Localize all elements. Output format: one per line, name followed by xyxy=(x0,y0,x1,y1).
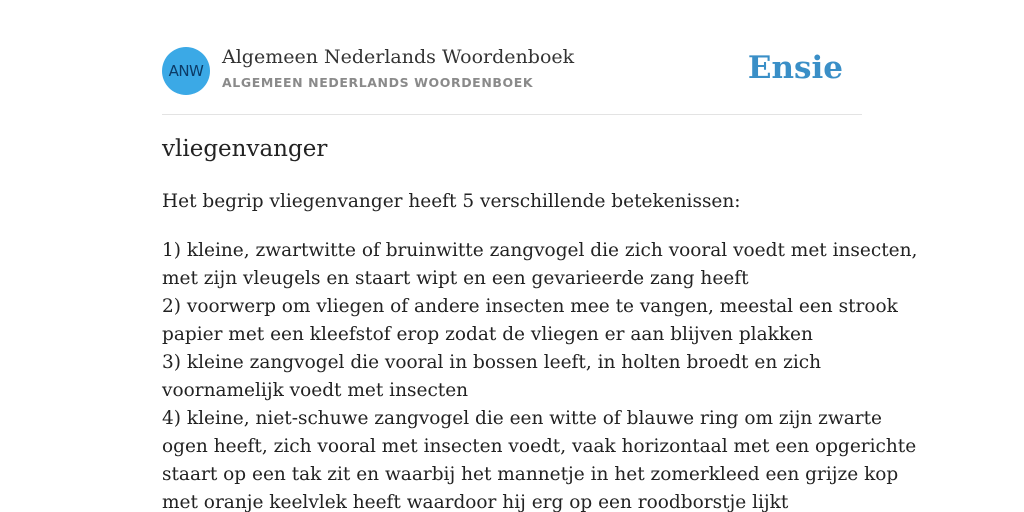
definition-line: staart op een tak zit en waarbij het mannetje in het zomerkleed een grijze kop xyxy=(162,464,899,485)
source-subtitle: ALGEMEEN NEDERLANDS WOORDENBOEK xyxy=(222,75,534,90)
definition-line: met zijn vleugels en staart wipt en een gevarieerde zang heeft xyxy=(162,268,749,289)
entry-title: vliegenvanger xyxy=(162,136,328,162)
definition-line: 1) kleine, zwartwitte of bruinwitte zangvogel die zich vooral voedt met insecten, xyxy=(162,240,918,261)
definition-line: ogen heeft, zich vooral met insecten voedt, vaak horizontaal met een opgerichte xyxy=(162,436,917,457)
definition-line: papier met een kleefstof erop zodat de vliegen er aan blijven plakken xyxy=(162,324,813,345)
definition-list xyxy=(162,237,918,512)
header xyxy=(162,44,862,115)
definition-line: 3) kleine zangvogel die vooral in bossen leeft, in holten broedt en zich xyxy=(162,352,822,373)
source-name[interactable]: Algemeen Nederlands Woordenboek xyxy=(222,46,575,68)
definition-item xyxy=(162,405,917,512)
definition-item xyxy=(162,293,898,349)
definition-line: 2) voorwerp om vliegen of andere insecten mee te vangen, meestal een strook xyxy=(162,296,898,317)
source-logo[interactable]: ANW xyxy=(162,47,210,95)
entry-intro: Het begrip vliegenvanger heeft 5 verschillende betekenissen: xyxy=(162,191,741,212)
brand-logo[interactable]: Ensie xyxy=(747,50,843,86)
definition-item xyxy=(162,237,918,293)
definition-line: voornamelijk voedt met insecten xyxy=(162,380,469,401)
definition-item xyxy=(162,349,862,405)
definition-line: 4) kleine, niet-schuwe zangvogel die een witte of blauwe ring om zijn zwarte xyxy=(162,408,882,429)
definition-line: met oranje keelvlek heeft waardoor hij erg op een roodborstje lijkt xyxy=(162,492,789,512)
